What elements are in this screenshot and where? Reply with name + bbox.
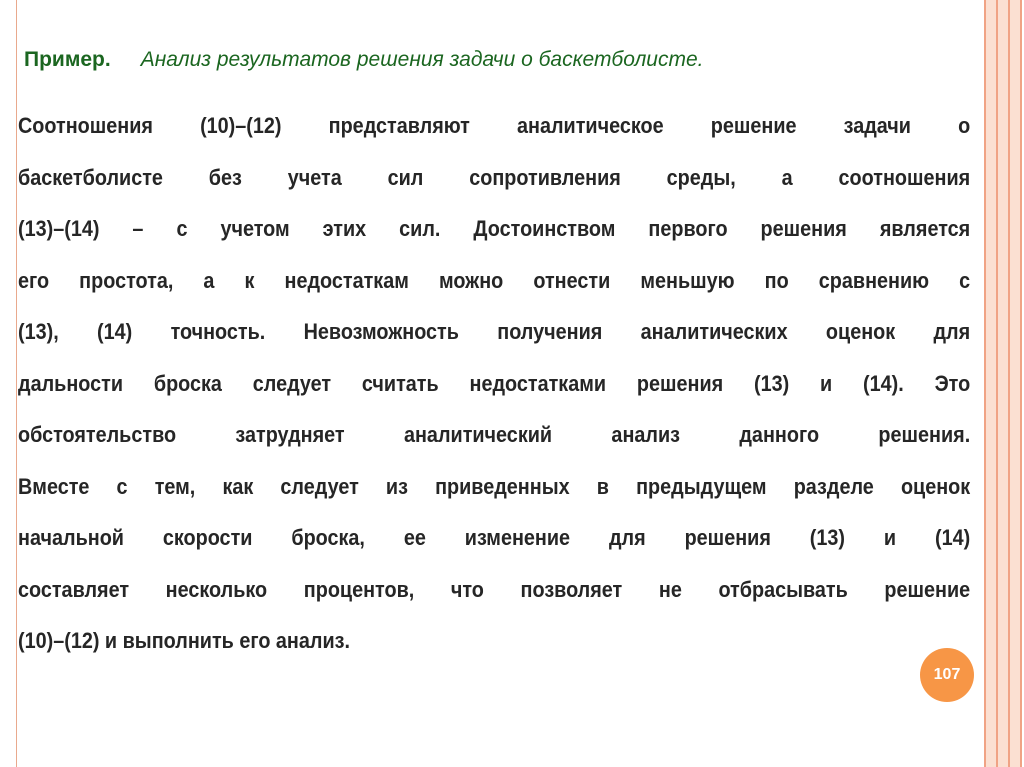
body-paragraph: [18, 100, 971, 667]
right-stripe-decoration: [978, 0, 1024, 767]
body-line: обстоятельство затрудняет аналитический анализ данного решения.: [18, 422, 971, 447]
body-line: (13)–(14) – с учетом этих сил. Достоинством первого решения является: [18, 216, 971, 241]
body-line: его простота, а к недостаткам можно отнести меньшую по сравнению с: [18, 267, 971, 293]
page-number-badge: 107: [920, 648, 974, 702]
body-line: (13), (14) точность. Невозможность получения аналитических оценок для: [18, 319, 971, 344]
slide-title: [24, 48, 954, 84]
left-border-decoration: [0, 0, 17, 767]
body-line: составляет несколько процентов, что позволяет не отбрасывать решение: [18, 576, 971, 602]
body-line: Вместе с тем, как следует из приведенных в предыдущем разделе оценок: [18, 473, 971, 499]
body-line: Соотношения (10)–(12) представляют аналитическое решение задачи о: [18, 113, 971, 138]
body-line: (10)–(12) и выполнить его анализ.: [18, 628, 351, 653]
body-line: дальности броска следует считать недостатками решения (13) и (14). Это: [18, 370, 971, 396]
title-text: Анализ результатов решения задачи о баскетболисте.: [140, 48, 704, 71]
body-line: баскетболисте без учета сил сопротивления среды, а соотношения: [18, 164, 971, 190]
body-line: начальной скорости броска, ее изменение для решения (13) и (14): [18, 525, 971, 550]
title-label: Пример.: [24, 48, 111, 71]
